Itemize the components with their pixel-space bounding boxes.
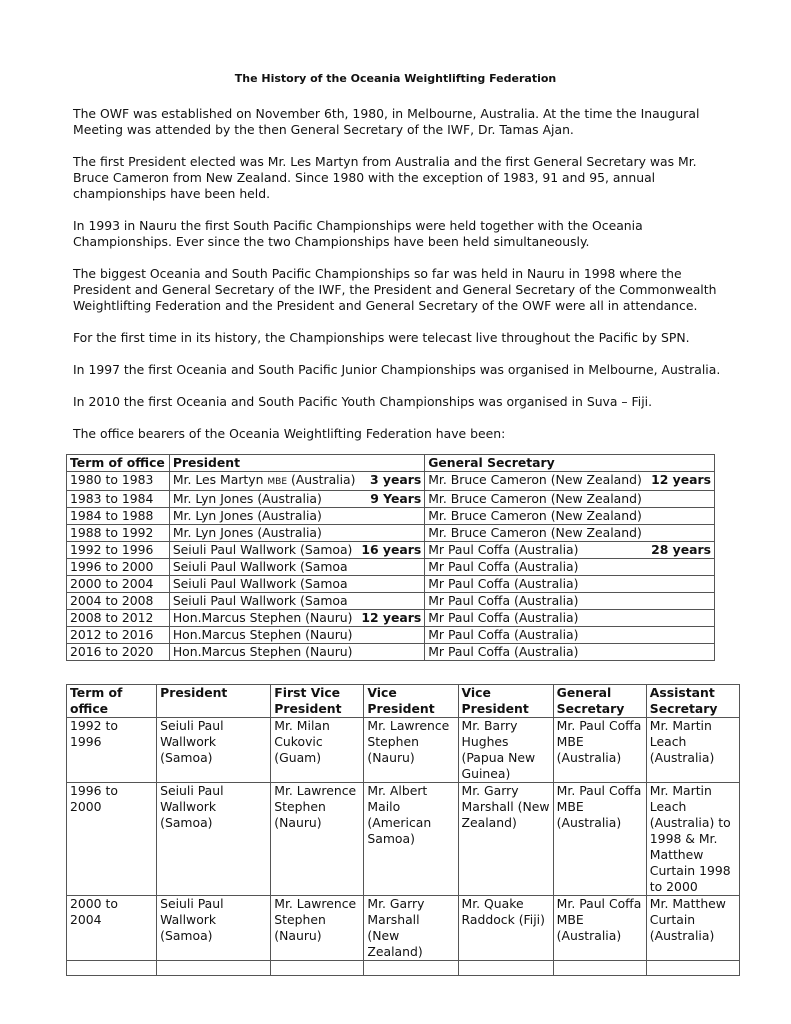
secretary-name: Mr Paul Coffa (Australia) [428, 610, 579, 625]
president-cell: Seiuli Paul Wallwork (Samoa) [157, 718, 271, 783]
president-years: 9 Years [370, 491, 422, 506]
vice-president-cell: Mr. Barry Hughes (Papua New Guinea) [458, 718, 553, 783]
president-name: Mr. Lyn Jones (Australia) [172, 525, 322, 540]
first-vice-president-cell: Mr. Milan Cukovic (Guam) [271, 718, 364, 783]
header-president: President [169, 455, 424, 472]
president-name: Mr. Les Martyn [172, 472, 264, 487]
term-text: 1983 to 1984 [70, 491, 154, 506]
honour-suffix: MBE [267, 477, 288, 487]
table-row [67, 508, 715, 525]
president-cell [169, 627, 424, 644]
vice-president-cell: Mr. Albert Mailo (American Samoa) [364, 783, 458, 896]
president-country: (Australia) [287, 472, 356, 487]
term-cell [67, 491, 170, 508]
term-cell [67, 525, 170, 542]
secretary-name: Mr. Bruce Cameron (New Zealand) [428, 491, 642, 506]
assistant-secretary-cell: Mr. Martin Leach (Australia) to 1998 & Mr. Matthew Curtain 1998 to 2000 [646, 783, 739, 896]
term-cell [67, 508, 170, 525]
first-vice-president-cell: Mr. Lawrence Stephen (Nauru) [271, 783, 364, 896]
table-row [67, 559, 715, 576]
president-cell [169, 559, 424, 576]
table-row [67, 491, 715, 508]
assistant-secretary-cell: Mr. Martin Leach (Australia) [646, 718, 739, 783]
term-text: 1988 to 1992 [70, 525, 154, 540]
term-cell [67, 627, 170, 644]
paragraph-telecast: For the first time in its history, the Championships were telecast live throughout the Pacific by SPN. [73, 330, 690, 345]
header-term: Term of office [67, 455, 170, 472]
president-cell [157, 961, 271, 976]
president-cell [169, 610, 424, 627]
president-cell [169, 525, 424, 542]
secretary-cell [425, 627, 715, 644]
table-row [67, 525, 715, 542]
secretary-name: Mr Paul Coffa (Australia) [428, 559, 579, 574]
president-cell: Seiuli Paul Wallwork (Samoa) [157, 896, 271, 961]
secretary-cell [425, 593, 715, 610]
first-vice-president-cell: Mr. Lawrence Stephen (Nauru) [271, 896, 364, 961]
president-name: Seiuli Paul Wallwork (Samoa [172, 576, 348, 591]
table-row [67, 610, 715, 627]
secretary-name: Mr Paul Coffa (Australia) [428, 576, 579, 591]
president-name: Hon.Marcus Stephen (Nauru) [172, 627, 353, 642]
president-name: Hon.Marcus Stephen (Nauru) [172, 644, 353, 659]
general-secretary-cell: Mr. Paul Coffa MBE (Australia) [553, 718, 646, 783]
president-cell [169, 472, 424, 491]
assistant-secretary-cell: Mr. Matthew Curtain (Australia) [646, 896, 739, 961]
secretary-cell [425, 559, 715, 576]
secretary-cell [425, 491, 715, 508]
table-row [67, 542, 715, 559]
president-cell [169, 542, 424, 559]
president-name: Seiuli Paul Wallwork (Samoa) [172, 542, 353, 557]
table-row [67, 627, 715, 644]
president-cell: Seiuli Paul Wallwork (Samoa) [157, 783, 271, 896]
vice-president-cell [364, 961, 458, 976]
table-row [67, 718, 740, 783]
secretary-name: Mr Paul Coffa (Australia) [428, 627, 579, 642]
paragraph-office-bearers-intro: The office bearers of the Oceania Weightlifting Federation have been: [73, 426, 506, 441]
secretary-name: Mr. Bruce Cameron (New Zealand) [428, 525, 642, 540]
term-cell [67, 576, 170, 593]
term-text: 2012 to 2016 [70, 627, 154, 642]
term-cell [67, 472, 170, 491]
header-vice-president-1: Vice President [364, 685, 458, 718]
header-general-secretary: General Secretary [553, 685, 646, 718]
president-years: 16 years [361, 542, 422, 557]
secretary-cell [425, 576, 715, 593]
term-text: 2000 to 2004 [70, 576, 154, 591]
president-name: Seiuli Paul Wallwork (Samoa [172, 559, 348, 574]
table-row [67, 644, 715, 661]
vice-president-cell: Mr. Garry Marshall (New Zealand) [364, 896, 458, 961]
table-row [67, 593, 715, 610]
president-name: Seiuli Paul Wallwork (Samoa [172, 593, 348, 608]
secretary-name: Mr Paul Coffa (Australia) [428, 644, 579, 659]
secretary-years: 28 years [651, 542, 711, 557]
term-cell [67, 961, 157, 976]
table-row [67, 576, 715, 593]
term-cell [67, 593, 170, 610]
term-text: 2016 to 2020 [70, 644, 154, 659]
secretary-cell [425, 644, 715, 661]
term-cell [67, 610, 170, 627]
assistant-secretary-cell [646, 961, 739, 976]
president-name: Mr. Lyn Jones (Australia) [172, 508, 322, 523]
term-cell: 2000 to 2004 [67, 896, 157, 961]
secretary-years: 12 years [651, 472, 711, 487]
president-cell [169, 644, 424, 661]
president-cell [169, 576, 424, 593]
president-cell [169, 491, 424, 508]
executive-table [66, 684, 740, 976]
vice-president-cell: Mr. Lawrence Stephen (Nauru) [364, 718, 458, 783]
secretary-cell [425, 525, 715, 542]
vice-president-cell: Mr. Quake Raddock (Fiji) [458, 896, 553, 961]
paragraph-first-officers: The first President elected was Mr. Les Martyn from Australia and the first General Secretary was Mr. Bruce Cameron from New Zealand. Since 1980 with the exception of 1983, 91 and 95, annual championships have been held. [73, 154, 697, 201]
table-row [67, 472, 715, 491]
document-title: The History of the Oceania Weightlifting Federation [234, 72, 557, 85]
president-years: 12 years [361, 610, 422, 625]
secretary-name: Mr. Bruce Cameron (New Zealand) [428, 472, 642, 487]
vice-president-cell [458, 961, 553, 976]
secretary-name: Mr. Bruce Cameron (New Zealand) [428, 508, 642, 523]
president-years: 3 years [369, 472, 422, 487]
header-term: Term of office [67, 685, 157, 718]
paragraph-biggest-championships: The biggest Oceania and South Pacific Championships so far was held in Nauru in 1998 where the President and General Secretary of the IWF, the President and General Secretary of the Commonwealth Weightlifting Federation and the President and General Secretary of the OWF were all in attendance. [73, 266, 717, 313]
secretary-cell [425, 508, 715, 525]
term-text: 1992 to 1996 [70, 542, 154, 557]
term-cell [67, 542, 170, 559]
secretary-name: Mr Paul Coffa (Australia) [428, 593, 579, 608]
term-text: 1980 to 1983 [70, 472, 154, 487]
table-header-row [67, 455, 715, 472]
paragraph-founding: The OWF was established on November 6th, 1980, in Melbourne, Australia. At the time the Inaugural Meeting was attended by the then General Secretary of the IWF, Dr. Tamas Ajan. [73, 106, 700, 137]
table-row [67, 961, 740, 976]
table-header-row [67, 685, 740, 718]
table-row [67, 896, 740, 961]
header-president: President [157, 685, 271, 718]
president-cell [169, 593, 424, 610]
general-secretary-cell: Mr. Paul Coffa MBE (Australia) [553, 783, 646, 896]
header-secretary: General Secretary [425, 455, 715, 472]
secretary-name: Mr Paul Coffa (Australia) [428, 542, 579, 557]
president-cell [169, 508, 424, 525]
term-cell: 1996 to 2000 [67, 783, 157, 896]
vice-president-cell: Mr. Garry Marshall (New Zealand) [458, 783, 553, 896]
term-text: 1996 to 2000 [70, 559, 154, 574]
secretary-cell [425, 610, 715, 627]
general-secretary-cell [553, 961, 646, 976]
president-name: Mr. Lyn Jones (Australia) [172, 491, 322, 506]
general-secretary-cell: Mr. Paul Coffa MBE (Australia) [553, 896, 646, 961]
header-first-vice-president: First Vice President [271, 685, 364, 718]
paragraph-south-pacific: In 1993 in Nauru the first South Pacific Championships were held together with the Oceania Championships. Ever since the two Championships have been held simultaneously. [73, 218, 643, 249]
term-cell: 1992 to 1996 [67, 718, 157, 783]
paragraph-junior: In 1997 the first Oceania and South Pacific Junior Championships was organised in Melbourne, Australia. [73, 362, 721, 377]
first-vice-president-cell [271, 961, 364, 976]
term-cell [67, 644, 170, 661]
office-bearers-table [66, 454, 715, 661]
header-assistant-secretary: Assistant Secretary [646, 685, 739, 718]
table-row [67, 783, 740, 896]
secretary-cell [425, 472, 715, 491]
paragraph-youth: In 2010 the first Oceania and South Pacific Youth Championships was organised in Suva – Fiji. [73, 394, 653, 409]
term-text: 1984 to 1988 [70, 508, 154, 523]
president-name: Hon.Marcus Stephen (Nauru) [172, 610, 353, 625]
header-vice-president-2: Vice President [458, 685, 553, 718]
secretary-cell [425, 542, 715, 559]
term-text: 2004 to 2008 [70, 593, 154, 608]
term-text: 2008 to 2012 [70, 610, 154, 625]
term-cell [67, 559, 170, 576]
